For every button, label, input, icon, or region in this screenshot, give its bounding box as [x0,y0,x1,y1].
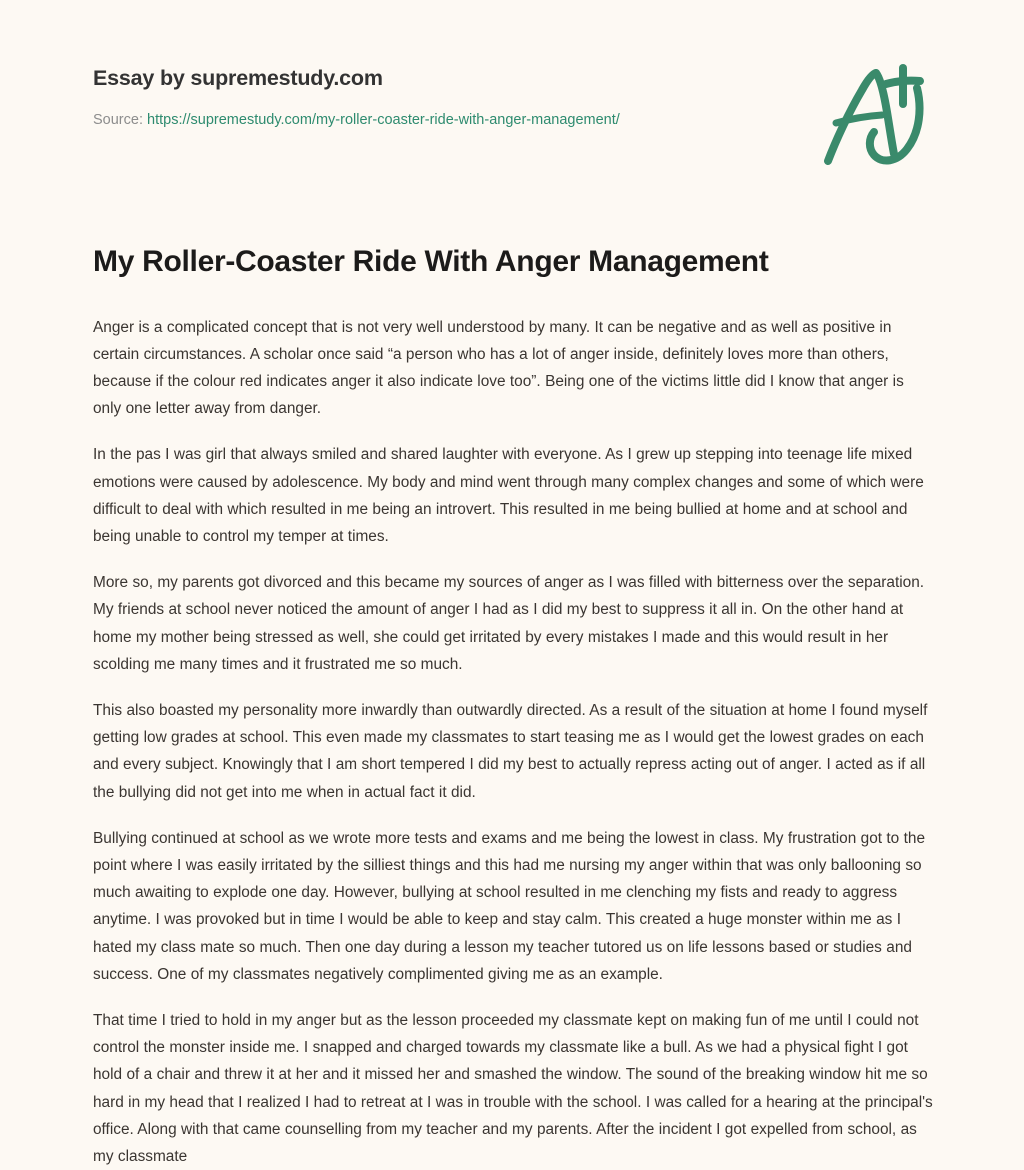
article-paragraph: Anger is a complicated concept that is not very well understood by many. It can be negative and as well as positive in certain circumstances. A scholar once said “a person who has a lot of anger inside, definitely loves more than others, because if the colour red indicates anger it also indicate love too”. Being one of the victims little did I know that anger is only one letter away from danger. [93,314,933,423]
a-plus-logo-icon [812,60,930,170]
article [93,243,933,1170]
article-paragraph: That time I tried to hold in my anger but as the lesson proceeded my classmate kept on making fun of me until I could not control the monster inside me. I snapped and charged towards my classmate like a bull. As we had a physical fight I got hold of a chair and threw it at her and it missed her and smashed the window. The sound of the breaking window hit me so hard in my head that I realized I had to retreat at I was in trouble with the school. I was called for a hearing at the principal's office. Along with that came counselling from my teacher and my parents. After the incident I got expelled from school, as my classmate [93,1007,933,1170]
source-label: Source: [93,112,143,128]
article-paragraph: In the pas I was girl that always smiled and shared laughter with everyone. As I grew up stepping into teenage life mixed emotions were caused by adolescence. My body and mind went through many complex changes and some of which were difficult to deal with which resulted in me being an introvert. This resulted in me being bullied at home and at school and being unable to control my temper at times. [93,441,933,550]
brand-title: Essay by supremestudy.com [93,66,793,92]
article-paragraph: Bullying continued at school as we wrote more tests and exams and me being the lowest in class. My frustration got to the point where I was easily irritated by the silliest things and this had me nursing my anger within that was only ballooning so much awaiting to explode one day. However, bullying at school resulted in me clenching my fists and ready to aggress anytime. I was provoked but in time I would be able to keep and stay calm. This created a huge monster within me as I hated my class mate so much. Then one day during a lesson my teacher tutored us on life lessons based or studies and success. One of my classmates negatively complimented giving me as an example. [93,825,933,988]
article-paragraph: This also boasted my personality more inwardly than outwardly directed. As a result of the situation at home I found myself getting low grades at school. This even made my classmates to start teasing me as I would get the lowest grades on each and every subject. Knowingly that I am short tempered I did my best to actually repress acting out of anger. I acted as if all the bullying did not get into me when in actual fact it did. [93,697,933,806]
article-paragraph: More so, my parents got divorced and this became my sources of anger as I was filled with bitterness over the separation. My friends at school never noticed the amount of anger I had as I did my best to suppress it all in. On the other hand at home my mother being stressed as well, she could get irritated by every mistakes I made and this would result in her scolding me many times and it frustrated me so much. [93,569,933,678]
page-title: My Roller-Coaster Ride With Anger Management [93,243,933,281]
brand-block [93,66,793,130]
article-body [93,314,933,1170]
source-url-link[interactable]: https://supremestudy.com/my-roller-coaster-ride-with-anger-management/ [147,112,620,128]
source-line [93,111,793,130]
